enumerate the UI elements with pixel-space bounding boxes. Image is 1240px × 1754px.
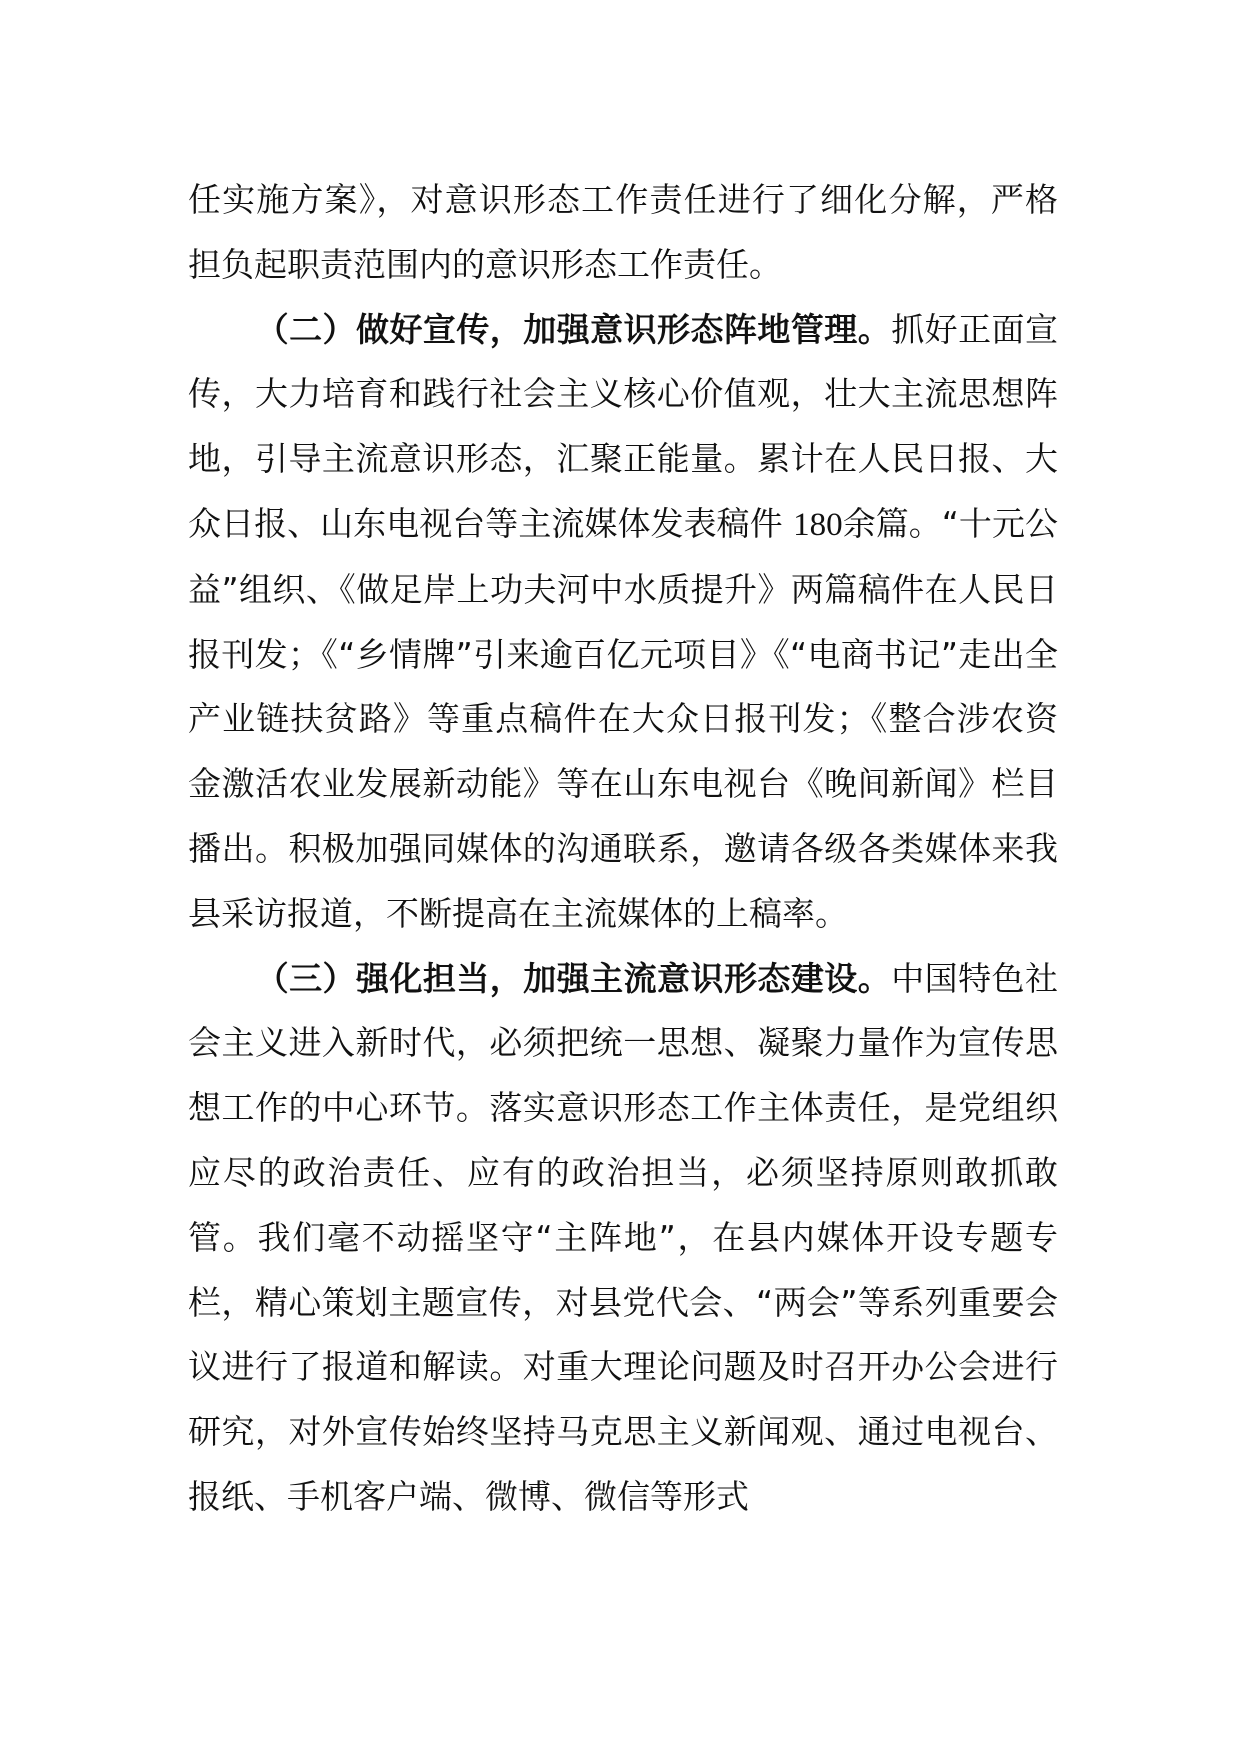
paragraph-3-text: 中国特色社会主义进入新时代，必须把统一思想、凝聚力量作为宣传思想工作的中心环节。落实意识形态工作主体责任，是党组织应尽的政治责任、应有的政治担当，必须坚持原则敢抓敢管。我们毫不动摇坚守“主阵地”，在县内媒体开设专题专栏，精心策划主题宣传，对县党代会、“两会”等系列重要会议进行了报道和解读。对重大理论问题及时召开办公会进行研究，对外宣传始终坚持马克思主义新闻观、通过电视台、报纸、手机客户端、微博、微信等形式: [188, 958, 1059, 1516]
article-count: 180: [793, 506, 843, 543]
paragraph-2: [188, 298, 1058, 947]
paragraph-3: [188, 947, 1058, 1530]
paragraph-2-text-a: 抓好正面宣传，大力培育和践行社会主义核心价值观，壮大主流思想阵地，引导主流意识形态，汇聚正能量。累计在人民日报、大众日报、山东电视台等主流媒体发表稿件: [188, 309, 1059, 543]
section-heading-3: （三）强化担当，加强主流意识形态建设。: [255, 958, 892, 998]
document-page: [188, 168, 1058, 1530]
paragraph-1-text: 任实施方案》，对意识形态工作责任进行了细化分解，严格担负起职责范围内的意识形态工作责任。: [188, 180, 1058, 284]
section-heading-2: （二）做好宣传，加强意识形态阵地管理。: [255, 309, 892, 349]
paragraph-1: [188, 168, 1058, 298]
paragraph-2-text-b: 余篇。“十元公益”组织、《做足岸上功夫河中水质提升》两篇稿件在人民日报刊发；《“乡情牌”引来逾百亿元项目》《“电商书记”走出全产业链扶贫路》等重点稿件在大众日报刊发；《整合涉农资金激活农业发展新动能》等在山东电视台《晚间新闻》栏目播出。积极加强同媒体的沟通联系，邀请各级各类媒体来我县采访报道，不断提高在主流媒体的上稿率。: [188, 503, 1058, 933]
